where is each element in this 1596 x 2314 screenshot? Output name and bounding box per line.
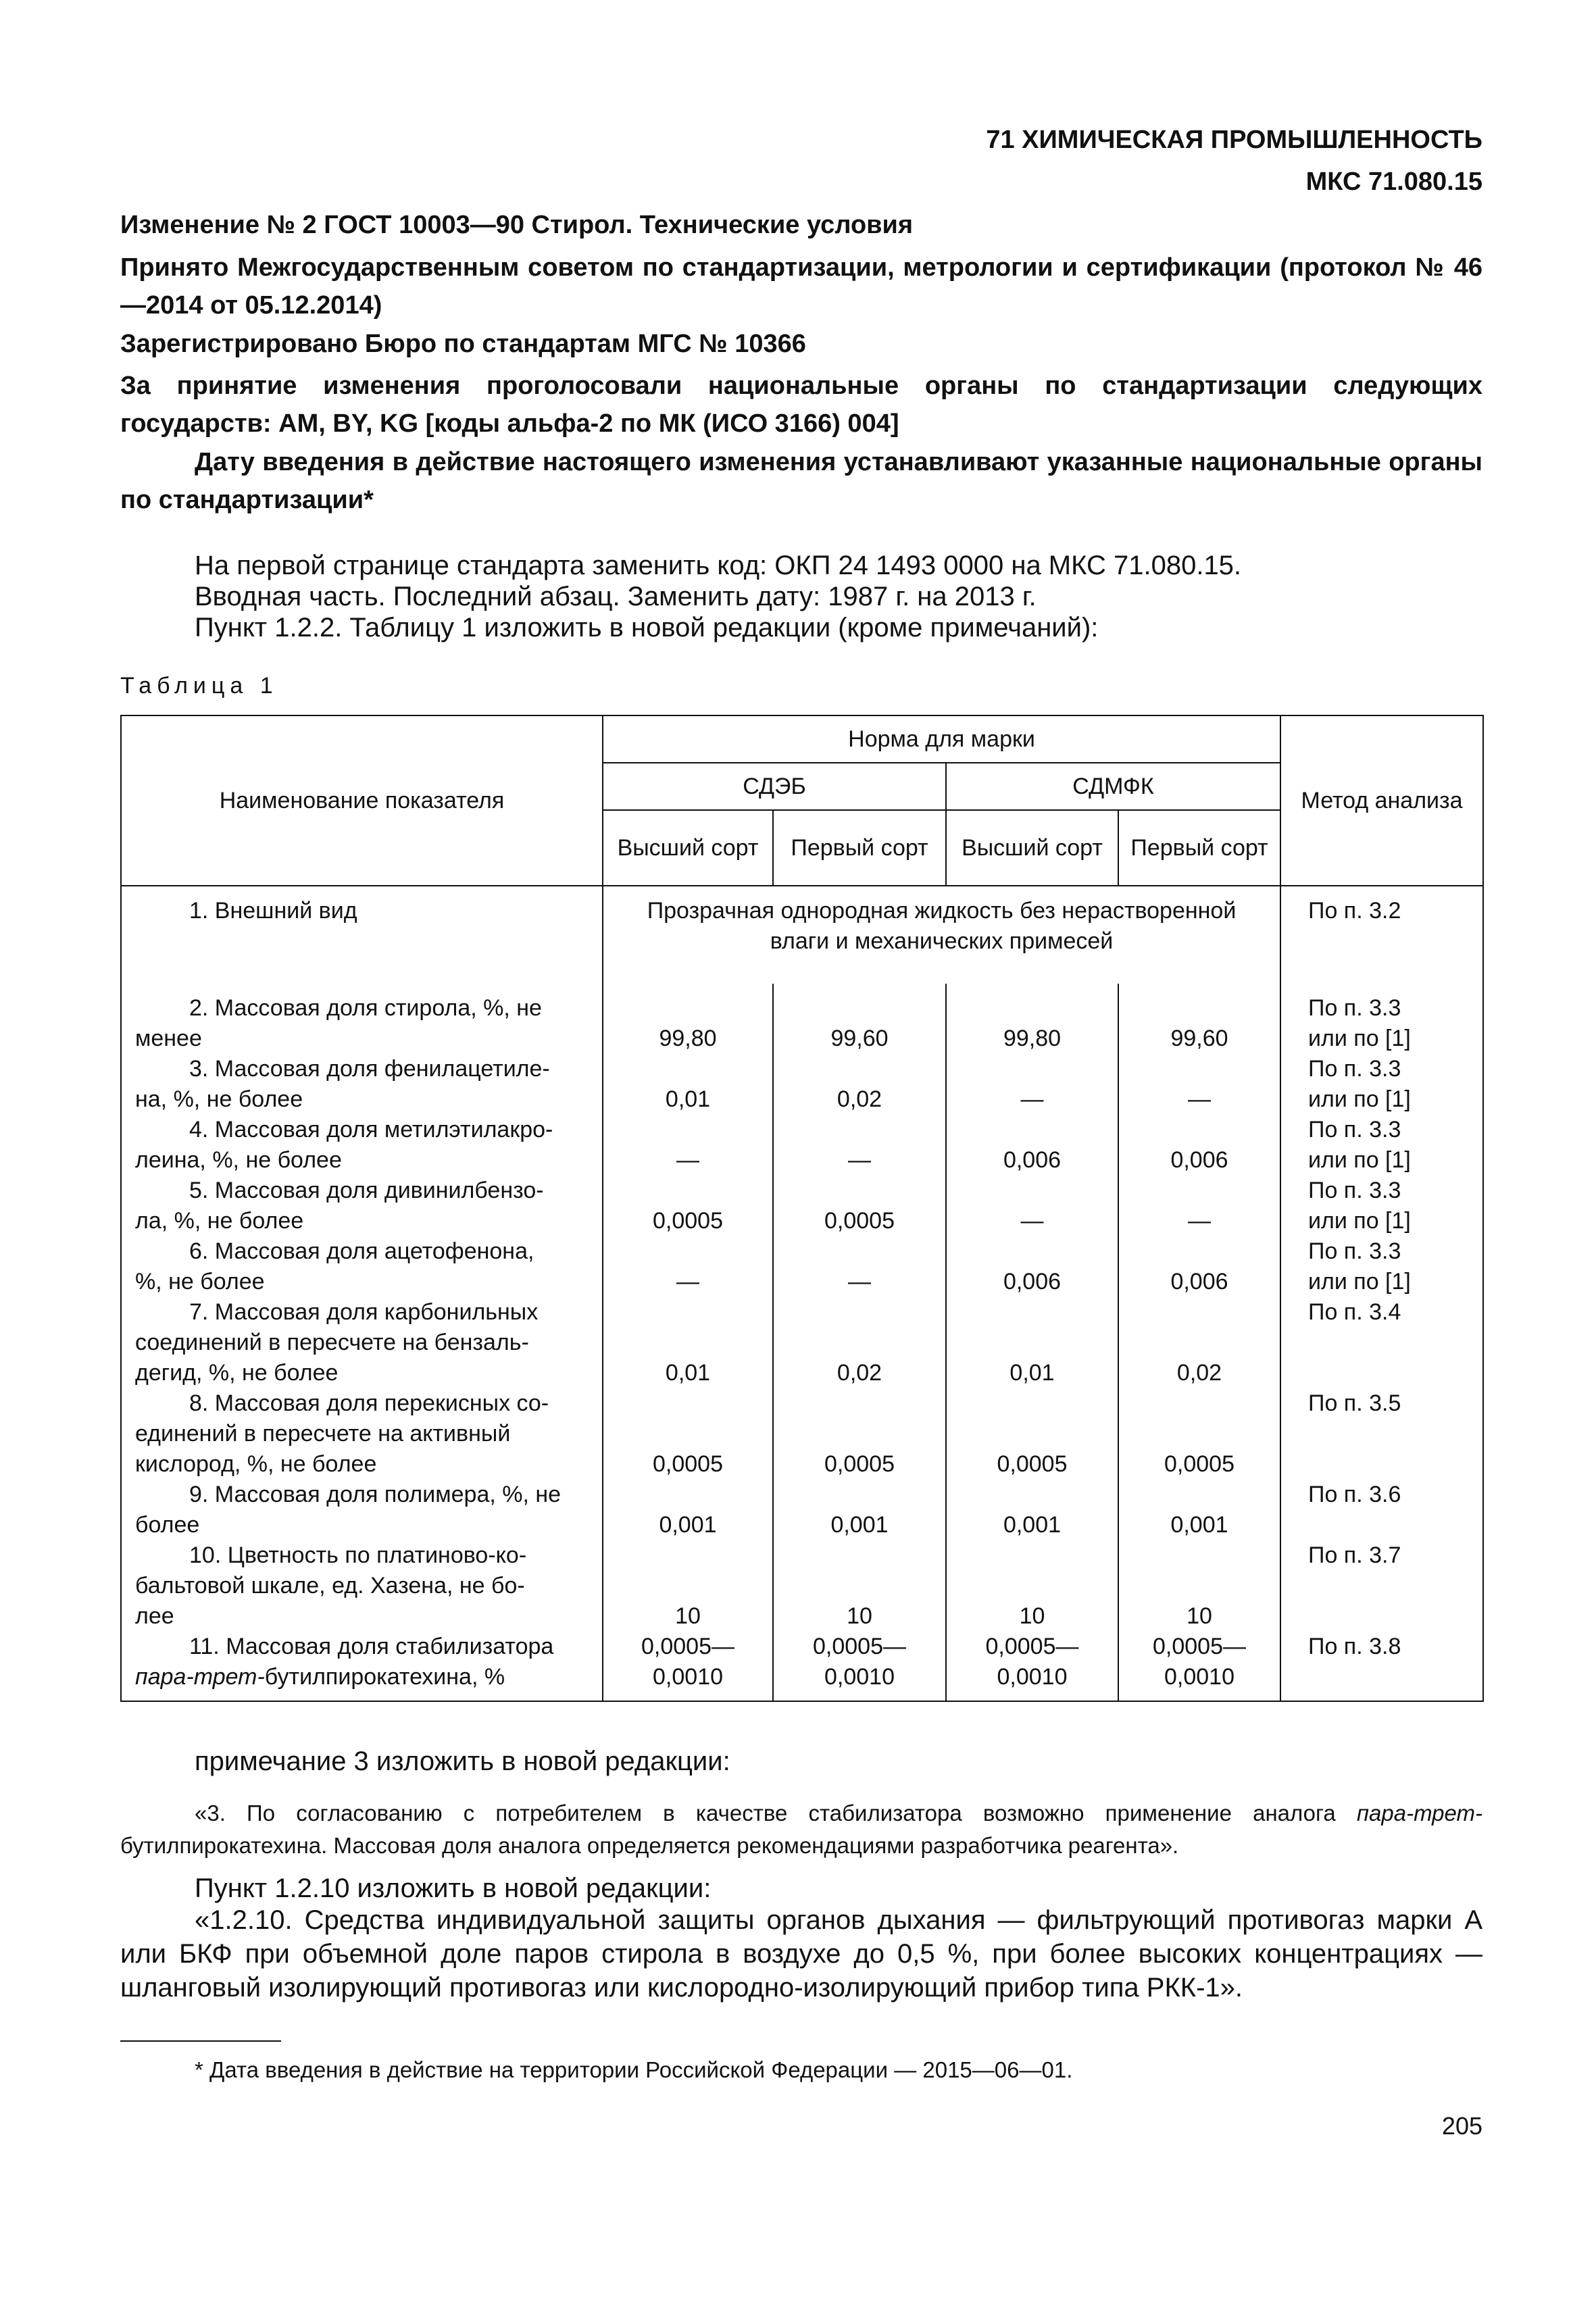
indicator-name-line: леина, %, не более <box>135 1147 342 1173</box>
table-row <box>121 984 1483 1701</box>
table-cell-line: 0,01 <box>665 1086 711 1112</box>
paragraph-table-intro: Пункт 1.2.2. Таблицу 1 изложить в новой редакции (кроме примечаний): <box>195 613 1099 643</box>
table-cell-line <box>603 1480 772 1510</box>
table-cell-line <box>603 1115 772 1145</box>
table-cell-line: — <box>1020 1086 1044 1112</box>
indicator-name-line: %, не более <box>135 1269 265 1294</box>
header-grade-top: Высший сорт <box>946 810 1118 886</box>
table-cell-line: 0,006 <box>1170 1147 1228 1173</box>
table-cell-line <box>774 993 945 1024</box>
table-cell-line <box>774 1419 945 1449</box>
table-cell-line <box>1308 1328 1482 1358</box>
table-cell-line <box>774 1571 945 1601</box>
table-cell-line: — <box>848 1269 871 1294</box>
table-cell-line <box>1119 1176 1280 1206</box>
italic-prefix: пара-трет- <box>135 1664 265 1690</box>
header-name: Наименование показателя <box>121 715 603 886</box>
table-cell-line <box>603 1419 772 1449</box>
amendment-title: Изменение № 2 ГОСТ 10003—90 Стирол. Технические условия <box>120 211 914 239</box>
table-cell-line: 10 <box>675 1603 701 1629</box>
indicator-name-line: менее <box>135 1026 202 1051</box>
header-grade-top: Высший сорт <box>603 810 773 886</box>
table-cell-line: 0,0005— <box>1153 1634 1246 1659</box>
table-cell-line: 99,80 <box>1003 1026 1062 1051</box>
header-norm: Норма для марки <box>603 715 1280 763</box>
table-cell-line <box>1308 1358 1482 1388</box>
column-sdeb-first <box>773 984 946 1701</box>
table-cell-line: По п. 3.3 <box>1308 1117 1401 1142</box>
table-cell-line: По п. 3.3 <box>1308 1178 1401 1203</box>
table-cell-line <box>947 1236 1118 1267</box>
table-cell-line <box>1308 1662 1482 1692</box>
table-1 <box>120 715 1484 1702</box>
table-cell-line <box>1119 1297 1280 1328</box>
table-cell-line: По п. 3.3 <box>1308 1056 1401 1082</box>
table-cell-line: или по [1] <box>1308 1147 1411 1173</box>
table-cell-line: 0,01 <box>665 1360 711 1386</box>
table-cell-line <box>947 1115 1118 1145</box>
section-header: 71 ХИМИЧЕСКАЯ ПРОМЫШЛЕННОСТЬ <box>986 126 1482 154</box>
table-cell-line <box>947 1540 1118 1571</box>
table-cell-line: По п. 3.7 <box>1308 1542 1401 1568</box>
table-cell-line: 0,0005 <box>997 1451 1068 1477</box>
table-cell-line <box>774 1115 945 1145</box>
registered-by: Зарегистрировано Бюро по стандартам МГС № 10366 <box>120 330 806 358</box>
table-cell-line <box>1119 993 1280 1024</box>
table-cell-line: — <box>848 1147 871 1173</box>
indicator-name-line <box>135 1662 589 1692</box>
table-cell-line: 0,0005 <box>824 1208 895 1234</box>
table-cell-line: По п. 3.4 <box>1308 1299 1401 1325</box>
indicator-name-line: бальтовой шкале, ед. Хазена, не бо- <box>135 1573 525 1599</box>
indicator-name-line: более <box>135 1512 200 1538</box>
table-cell-line: 0,006 <box>1003 1147 1062 1173</box>
table-caption: Таблица 1 <box>120 673 278 699</box>
table-cell-line: По п. 3.3 <box>1308 995 1401 1021</box>
indicator-name-line: ла, %, не более <box>135 1208 304 1234</box>
indicator-name-line: на, %, не более <box>135 1086 303 1112</box>
clause-1-2-10: «1.2.10. Средства индивидуальной защиты органов дыхания — фильтрующий противогаз марки А или БКФ при объемной доле паров стирола в воздухе до 0,5 %, при более высоких концентрациях — шланговый изолирующий противогаз или кислородно-изолирующий прибор типа РКК-1». <box>120 1905 1482 2003</box>
table-cell-line <box>1119 1480 1280 1510</box>
indicator-name-line: кислород, %, не более <box>135 1451 377 1477</box>
table-cell-line: 10 <box>847 1603 872 1629</box>
header-grade-first: Первый сорт <box>773 810 946 886</box>
table-cell-line: По п. 3.3 <box>1308 1238 1401 1264</box>
indicator-name-line: 6. Массовая доля ацетофенона, <box>189 1238 534 1264</box>
indicator-name-line: 8. Массовая доля перекисных со- <box>189 1390 549 1416</box>
method-lines <box>1308 993 1482 1692</box>
row-method: По п. 3.2 <box>1280 886 1483 984</box>
indicator-name-line: 11. Массовая доля стабилизатора <box>189 1634 554 1659</box>
indicator-name-lines <box>135 993 589 1662</box>
indicator-name-line: 3. Массовая доля фенилацетиле- <box>189 1056 550 1082</box>
table-cell-line <box>774 1328 945 1358</box>
table-cell-line: 0,006 <box>1170 1269 1228 1294</box>
note-3-text-a: «3. По согласованию с потребителем в качестве стабилизатора возможно применение аналога <box>195 1801 1357 1826</box>
table-cell-line: 0,0010 <box>997 1664 1068 1690</box>
table-cell-line <box>1308 1419 1482 1449</box>
value-lines <box>1119 993 1280 1692</box>
header-brand-sdmfk: СДМФК <box>946 763 1280 810</box>
paragraph-date: Вводная часть. Последний абзац. Заменить дату: 1987 г. на 2013 г. <box>195 582 1037 611</box>
table-cell-line <box>947 1176 1118 1206</box>
table-cell-line: 0,001 <box>1003 1512 1062 1538</box>
value-lines <box>774 993 945 1692</box>
table-cell-line <box>603 1054 772 1084</box>
note-3 <box>120 1797 1482 1862</box>
table-cell-line: — <box>676 1269 699 1294</box>
table-cell-line <box>947 1388 1118 1419</box>
table-cell-line: 0,02 <box>1176 1360 1222 1386</box>
table-cell-line <box>947 1054 1118 1084</box>
table-cell-line <box>1308 1449 1482 1480</box>
table-cell-line: По п. 3.8 <box>1308 1634 1401 1659</box>
footnote-rule <box>120 2040 281 2042</box>
table-cell-line: или по [1] <box>1308 1026 1411 1051</box>
table-cell-line <box>603 1297 772 1328</box>
table-cell-line <box>1119 1388 1280 1419</box>
table-cell-line <box>1119 1540 1280 1571</box>
table-cell-line <box>1119 1115 1280 1145</box>
table-cell-line: 0,02 <box>837 1360 882 1386</box>
mks-code: МКС 71.080.15 <box>1305 168 1482 196</box>
name-suffix: бутилпирокатехина, % <box>264 1664 505 1690</box>
table-cell-line <box>603 1328 772 1358</box>
column-method <box>1280 984 1483 1701</box>
table-cell-line <box>603 1571 772 1601</box>
table-cell-line: или по [1] <box>1308 1086 1411 1112</box>
indicator-name-line: 2. Массовая доля стирола, %, не <box>189 995 542 1021</box>
table-cell-line <box>1308 1571 1482 1601</box>
table-row <box>121 886 1483 984</box>
note-intro: примечание 3 изложить в новой редакции: <box>195 1746 730 1776</box>
header-brand-sdeb: СДЭБ <box>603 763 946 810</box>
table-cell-line <box>947 1480 1118 1510</box>
column-sdeb-top <box>603 984 773 1701</box>
table-cell-line: 0,0010 <box>824 1664 895 1690</box>
indicator-name-line: 7. Массовая доля карбонильных <box>189 1299 539 1325</box>
effective-date: Дату введения в действие настоящего изменения устанавливают указанные национальные органы по стандартизации* <box>120 448 1482 514</box>
table-cell-line <box>603 1236 772 1267</box>
indicator-name-line: 5. Массовая доля дивинилбензо- <box>189 1178 544 1203</box>
table-cell-line <box>1119 1236 1280 1267</box>
table-cell-line: или по [1] <box>1308 1208 1411 1234</box>
table-cell-line: 0,001 <box>1170 1512 1228 1538</box>
table-cell-line <box>774 1540 945 1571</box>
value-lines <box>947 993 1118 1692</box>
table-cell-line: или по [1] <box>1308 1269 1411 1294</box>
table-cell-line: 99,60 <box>1170 1026 1228 1051</box>
table-cell-line: 0,01 <box>1009 1360 1055 1386</box>
table-cell-line: 0,0010 <box>653 1664 723 1690</box>
table-cell-line: 0,001 <box>659 1512 717 1538</box>
table-cell-line: 0,0010 <box>1164 1664 1235 1690</box>
table-cell-line <box>603 1176 772 1206</box>
table-cell-line: 10 <box>1019 1603 1045 1629</box>
table-cell-line: 10 <box>1187 1603 1212 1629</box>
table-cell-line: — <box>1188 1208 1211 1234</box>
indicator-name-line: 9. Массовая доля полимера, %, не <box>189 1482 562 1507</box>
indicator-name-line: 10. Цветность по платиново-ко- <box>189 1542 527 1568</box>
table-cell-line <box>947 1297 1118 1328</box>
table-cell-line <box>603 1540 772 1571</box>
page-number: 205 <box>1441 2112 1482 2140</box>
table-cell-line: 0,001 <box>830 1512 889 1538</box>
table-cell-line: 0,0005 <box>1164 1451 1235 1477</box>
indicator-name-line: 4. Массовая доля метилэтилакро- <box>189 1117 553 1142</box>
table-cell-line <box>774 1236 945 1267</box>
table-cell-line: 0,0005 <box>824 1451 895 1477</box>
table-cell-line: — <box>676 1147 699 1173</box>
table-cell-line: 0,0005 <box>653 1208 723 1234</box>
table-cell-line <box>1119 1419 1280 1449</box>
table-cell-line: — <box>1188 1086 1211 1112</box>
table-cell-line: По п. 3.6 <box>1308 1482 1401 1507</box>
table-cell-line <box>1119 1571 1280 1601</box>
table-cell-line <box>774 1176 945 1206</box>
indicator-names <box>121 984 603 1701</box>
table-cell-line <box>1119 1054 1280 1084</box>
row-appearance-value: Прозрачная однородная жидкость без нерастворенной влаги и механических примесей <box>603 886 1280 984</box>
table-cell-line: 0,02 <box>837 1086 882 1112</box>
table-cell-line: 0,0005— <box>641 1634 734 1659</box>
indicator-name-line: соединений в пересчете на бензаль- <box>135 1330 529 1355</box>
table-cell-line <box>774 1297 945 1328</box>
adopted-by: Принято Межгосударственным советом по стандартизации, метрологии и сертификации (протокол № 46—2014 от 05.12.2014) <box>120 253 1482 320</box>
table-cell-line <box>603 993 772 1024</box>
table-cell-line: 0,0005— <box>985 1634 1079 1659</box>
table-cell-line <box>947 1419 1118 1449</box>
table-cell-line <box>1308 1601 1482 1632</box>
table-cell-line: 0,0005— <box>813 1634 906 1659</box>
table-cell-line: 99,60 <box>830 1026 889 1051</box>
table-cell-line <box>774 1388 945 1419</box>
row-name: 1. Внешний вид <box>121 886 603 984</box>
table-cell-line <box>774 1054 945 1084</box>
note-3-text-b: бутилпирокатехина. Массовая доля аналога определяется рекомендациями разработчика реагента». <box>120 1833 1179 1858</box>
table-cell-line: 0,0005 <box>653 1451 723 1477</box>
table-cell-line <box>774 1480 945 1510</box>
header-grade-first: Первый сорт <box>1118 810 1280 886</box>
table-cell-line: По п. 3.5 <box>1308 1390 1401 1416</box>
indicator-name-line: единений в пересчете на активный <box>135 1421 511 1447</box>
table-cell-line <box>947 1328 1118 1358</box>
indicator-name-line: лее <box>135 1603 174 1629</box>
note-3-italic: пара-трет- <box>1356 1801 1482 1826</box>
table-cell-line <box>947 993 1118 1024</box>
table-cell-line: 99,80 <box>659 1026 717 1051</box>
table-cell-line <box>603 1388 772 1419</box>
table-cell-line <box>1308 1510 1482 1540</box>
column-sdmfk-top <box>946 984 1118 1701</box>
column-sdmfk-first <box>1118 984 1280 1701</box>
table-cell-line: 0,006 <box>1003 1269 1062 1294</box>
table-cell-line <box>947 1571 1118 1601</box>
clause-intro: Пункт 1.2.10 изложить в новой редакции: <box>195 1873 712 1903</box>
paragraph-code: На первой странице стандарта заменить код: ОКП 24 1493 0000 на МКС 71.080.15. <box>195 551 1242 580</box>
footnote: * Дата введения в действие на территории Российской Федерации — 2015—06—01. <box>195 2057 1073 2082</box>
table-cell-line: — <box>1020 1208 1044 1234</box>
table-cell-line <box>1119 1328 1280 1358</box>
header-method: Метод анализа <box>1280 715 1483 886</box>
voted-by: За принятие изменения проголосовали национальные органы по стандартизации следующих государств: AM, BY, KG [коды альфа-2 по МК (ИСО 3166) 004] <box>120 372 1482 438</box>
value-lines <box>603 993 772 1692</box>
indicator-name-line: дегид, %, не более <box>135 1360 339 1386</box>
